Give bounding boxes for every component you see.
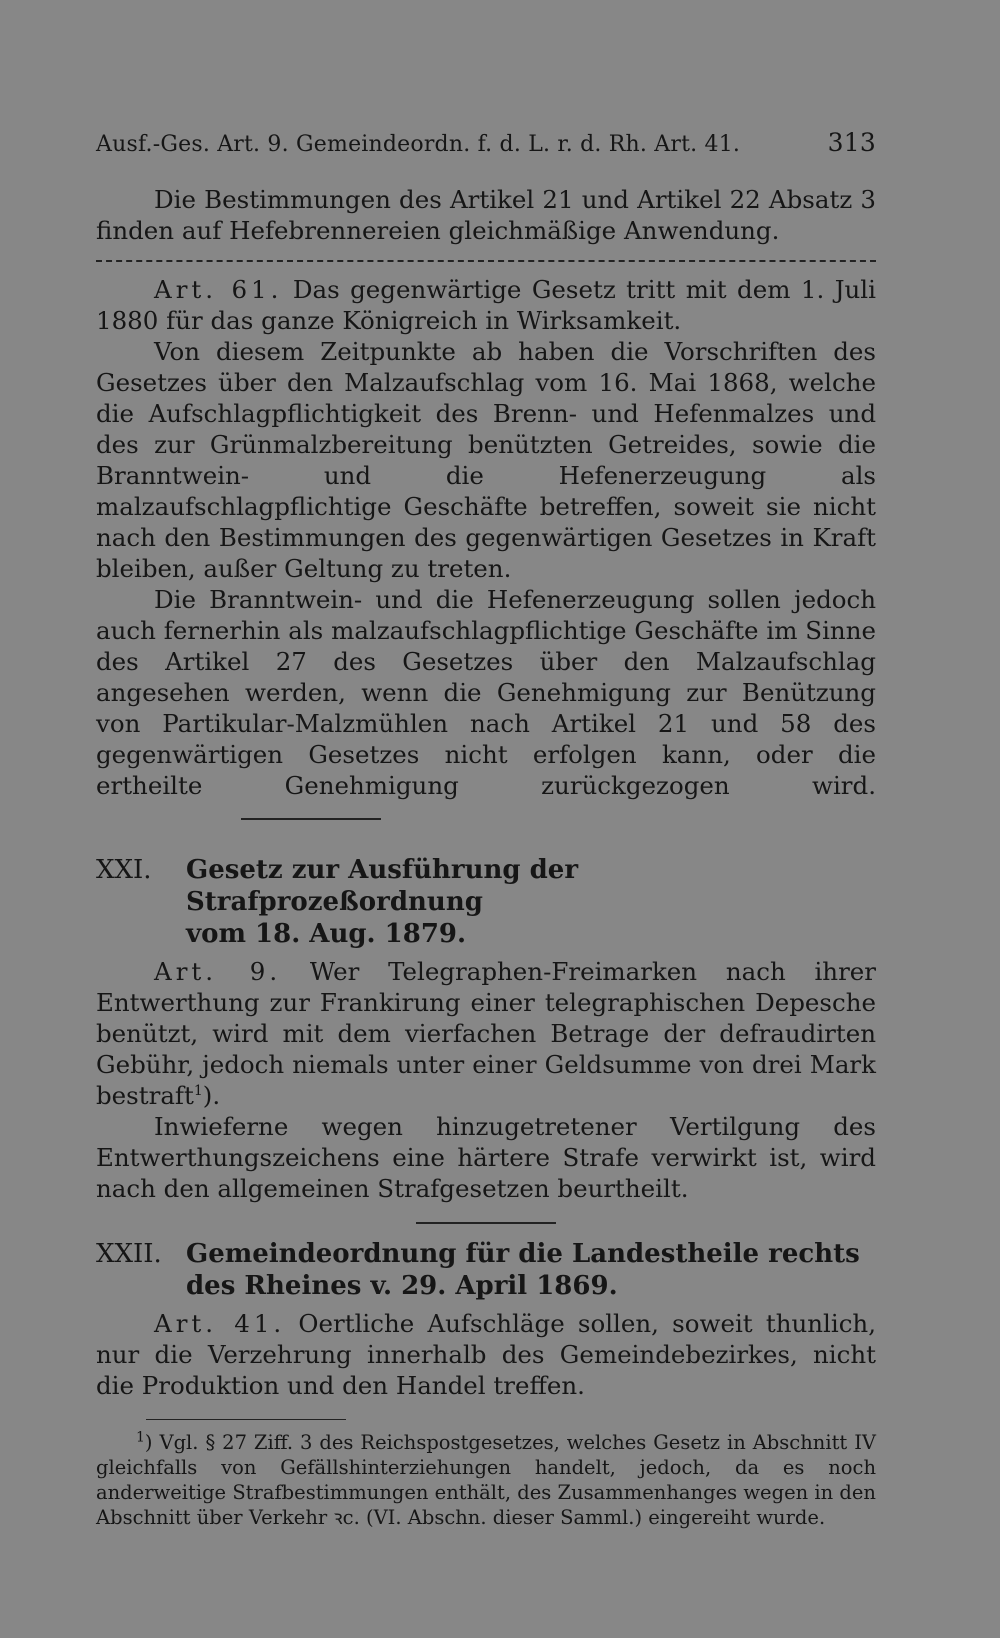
footnote-marker: 1 — [136, 1429, 145, 1446]
section-21-paragraph-2: Inwieferne wegen hinzugetretener Vertilgung des Entwerthungszeichens eine härtere Strafe verwirkt ist, wird nach den allgemeinen Strafgesetzen beurtheilt. — [96, 1112, 876, 1203]
art61-text: Das gegenwärtige Gesetz tritt mit dem 1. Juli 1880 für das ganze Königreich in Wirksamkeit. — [96, 275, 876, 335]
section-21-title — [186, 854, 876, 950]
footnote-reference: 1 — [193, 1082, 203, 1099]
page-number: 313 — [827, 128, 876, 157]
section-separator-rule — [416, 1222, 556, 1224]
section-21-p1-end: ). — [202, 1081, 221, 1110]
section-21-number: XXI. — [96, 855, 152, 885]
footnote-paragraph — [96, 1430, 876, 1530]
art61-paragraph-1 — [96, 274, 876, 336]
art61-label: Art. 61. — [154, 275, 283, 304]
section-22-paragraph-1 — [96, 1308, 876, 1401]
section-21-art-label: Art. 9. — [154, 957, 282, 986]
running-head — [96, 128, 876, 168]
section-21-heading — [96, 854, 876, 950]
section-22-title-line2: des Rheines v. 29. April 1869. — [186, 1271, 618, 1301]
section-end-rule — [241, 818, 381, 820]
section-22-title — [186, 1238, 876, 1302]
section-22-number: XXII. — [96, 1239, 162, 1269]
footnote — [96, 1430, 876, 1530]
section-21-p1-text: Wer Telegraphen-Freimarken nach ihrer Entwerthung zur Frankirung einer telegraphischen Depesche benützt, wird mit dem vierfachen Betrage der defraudirten Gebühr, jedoch niemals unter einer Geldsumme von drei Mark bestraft — [96, 957, 877, 1110]
dashed-separator — [96, 260, 876, 262]
intro-paragraph — [96, 184, 876, 246]
footnote-rule — [146, 1419, 346, 1420]
art61-p3-text: Die Branntwein- und die Hefenerzeugung sollen jedoch auch fernerhin als malzaufschlagpflichtige Geschäfte im Sinne des Artikel 27 des Gesetzes über den Malzaufschlag angesehen werden, wenn die Genehmigung zur Benützung von Partikular-Malzmühlen nach Artikel 21 und 58 des gegenwärtigen Gesetzes nicht erfolgen kann, oder die ertheilte Genehmigung zurückgezogen wird. — [96, 585, 876, 800]
running-head-title: Ausf.-Ges. Art. 9. Gemeindeordn. f. d. L. r. d. Rh. Art. 41. — [96, 132, 741, 157]
document-page — [96, 128, 876, 1530]
section-22-art-label: Art. 41. — [154, 1309, 286, 1338]
section-21-title-line1: Gesetz zur Ausführung der Strafprozeßordnung — [186, 855, 579, 917]
section-22-title-line1: Gemeindeordnung für die Landestheile rechts — [186, 1239, 860, 1269]
section-22-heading — [96, 1238, 876, 1302]
section-21-title-line2: vom 18. Aug. 1879. — [186, 919, 467, 949]
footnote-text: ) Vgl. § 27 Ziff. 3 des Reichspostgesetzes, welches Gesetz in Abschnitt IV gleichfalls von Gefällshinterziehungen handelt, jedoch, da es noch anderweitige Strafbestimmungen enthält, des Zusammenhanges wegen in den Abschnitt über Verkehr ꝛc. (VI. Abschn. dieser Samml.) eingereiht wurde. — [96, 1431, 876, 1529]
art61-paragraph-3 — [96, 584, 876, 832]
section-22-p1-text: Oertliche Aufschläge sollen, soweit thunlich, nur die Verzehrung innerhalb des Gemeindebezirkes, nicht die Produktion und den Handel treffen. — [96, 1309, 876, 1400]
intro-text: Die Bestimmungen des Artikel 21 und Artikel 22 Absatz 3 finden auf Hefebrennereien gleichmäßige Anwendung. — [96, 185, 876, 245]
section-21-paragraph-1 — [96, 956, 876, 1111]
art61-paragraph-2: Von diesem Zeitpunkte ab haben die Vorschriften des Gesetzes über den Malzaufschlag vom 16. Mai 1868, welche die Aufschlagpflichtigkeit des Brenn- und Hefenmalzes und des zur Grünmalzbereitung benützten Getreides, sowie die Branntwein- und die Hefenerzeugung als malzaufschlagpflichtige Geschäfte betreffen, soweit sie nicht nach den Bestimmungen des gegenwärtigen Gesetzes in Kraft bleiben, außer Geltung zu treten. — [96, 337, 876, 583]
